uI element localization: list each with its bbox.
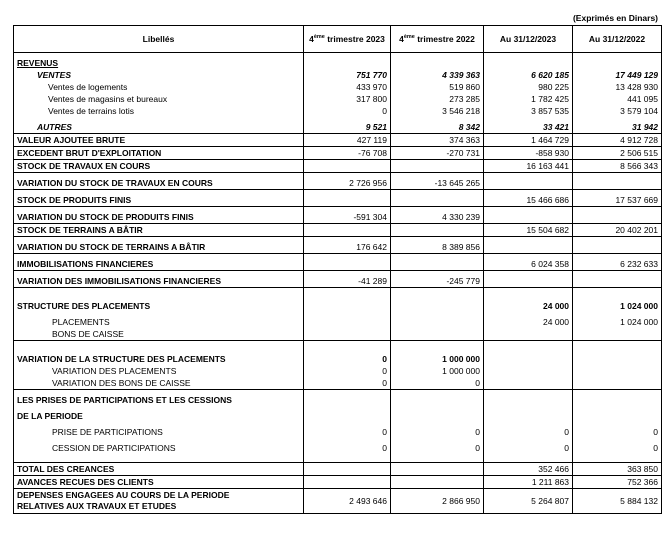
cell-q4-2022: 0 <box>391 422 484 438</box>
row-label: REVENUS <box>17 58 59 68</box>
cell-2023 <box>484 207 573 224</box>
cell-2022: 4 912 728 <box>573 134 662 147</box>
spacer-row <box>14 341 662 350</box>
cell-2023: 3 857 535 <box>484 105 573 117</box>
header-libelles: Libellés <box>14 26 304 53</box>
cell-2023 <box>484 328 573 341</box>
cell-2023: 1 211 863 <box>484 476 573 489</box>
unit-note: (Exprimés en Dinars) <box>572 13 658 23</box>
cell-2022: 2 506 515 <box>573 147 662 160</box>
row-label: VARIATION DES IMMOBILISATIONS FINANCIERES <box>14 271 304 288</box>
table-row <box>14 237 662 254</box>
row-label: Ventes de terrains lotis <box>14 105 304 117</box>
cell-q4-2023: 0 <box>304 105 391 117</box>
table-row <box>14 173 662 190</box>
table-row <box>14 190 662 207</box>
header-q4-2022: 4ème trimestre 2022 <box>391 26 484 53</box>
row-label: TOTAL DES CREANCES <box>14 463 304 476</box>
cell-q4-2023: 0 <box>304 422 391 438</box>
row-label: VALEUR AJOUTEE BRUTE <box>14 134 304 147</box>
cell-2023: 0 <box>484 422 573 438</box>
row-label: VENTES <box>14 69 304 81</box>
cell-2022: 17 537 669 <box>573 190 662 207</box>
row-label: PLACEMENTS <box>14 312 304 328</box>
row-label: DE LA PERIODE <box>14 406 304 422</box>
cell-2022 <box>573 271 662 288</box>
cell-q4-2023 <box>304 254 391 271</box>
row-label: VARIATION DU STOCK DE TRAVAUX EN COURS <box>14 173 304 190</box>
cell-2023: 1 464 729 <box>484 134 573 147</box>
cell-2022: 5 884 132 <box>573 489 662 514</box>
cell-q4-2022: 3 546 218 <box>391 105 484 117</box>
cell-2023 <box>484 377 573 390</box>
row-label: STRUCTURE DES PLACEMENTS <box>14 296 304 312</box>
cell-q4-2023: 0 <box>304 349 391 365</box>
cell-q4-2023: -41 289 <box>304 271 391 288</box>
row-label: VARIATION DU STOCK DE PRODUITS FINIS <box>14 207 304 224</box>
cell-q4-2023 <box>304 312 391 328</box>
cell-2022: 0 <box>573 422 662 438</box>
table-row <box>14 438 662 454</box>
header-q4-2023: 4ème trimestre 2023 <box>304 26 391 53</box>
table-row <box>14 390 662 407</box>
cell-q4-2023: 176 642 <box>304 237 391 254</box>
cell-2022 <box>573 207 662 224</box>
cell-q4-2023 <box>304 476 391 489</box>
row-label: CESSION DE PARTICIPATIONS <box>14 438 304 454</box>
cell-q4-2022: 374 363 <box>391 134 484 147</box>
row-label: AUTRES <box>14 117 304 134</box>
cell-q4-2023: -76 708 <box>304 147 391 160</box>
table-row <box>14 105 662 117</box>
cell-q4-2023: 2 726 956 <box>304 173 391 190</box>
cell-2022 <box>573 365 662 377</box>
cell-q4-2022 <box>391 190 484 207</box>
table-row <box>14 160 662 173</box>
cell-2023: 5 264 807 <box>484 489 573 514</box>
cell-2023: 15 466 686 <box>484 190 573 207</box>
row-label: VARIATION DU STOCK DE TERRAINS A BÂTIR <box>14 237 304 254</box>
cell-q4-2022: 4 330 239 <box>391 207 484 224</box>
table-row <box>14 463 662 476</box>
cell-2022 <box>573 377 662 390</box>
cell-q4-2022 <box>391 476 484 489</box>
table-row <box>14 476 662 489</box>
cell-q4-2022: 2 866 950 <box>391 489 484 514</box>
table-row <box>14 296 662 312</box>
row-label: EXCEDENT BRUT D'EXPLOITATION <box>14 147 304 160</box>
table-row <box>14 377 662 390</box>
table-row <box>14 117 662 134</box>
cell-2023 <box>484 349 573 365</box>
table-row <box>14 312 662 328</box>
cell-2022 <box>573 349 662 365</box>
table-row <box>14 224 662 237</box>
cell-2022: 752 366 <box>573 476 662 489</box>
cell-2022: 1 024 000 <box>573 296 662 312</box>
cell-q4-2022: 519 860 <box>391 81 484 93</box>
cell-q4-2022: 4 339 363 <box>391 69 484 81</box>
cell-q4-2023 <box>304 224 391 237</box>
cell-q4-2023: 0 <box>304 438 391 454</box>
cell-q4-2022: 273 285 <box>391 93 484 105</box>
cell-q4-2022: 8 389 856 <box>391 237 484 254</box>
cell-2023: 6 024 358 <box>484 254 573 271</box>
cell-2023 <box>484 173 573 190</box>
cell-2023: -858 930 <box>484 147 573 160</box>
row-label: STOCK DE TERRAINS A BÂTIR <box>14 224 304 237</box>
cell-2022: 0 <box>573 438 662 454</box>
row-label: VARIATION DES BONS DE CAISSE <box>14 377 304 390</box>
cell-q4-2023 <box>304 190 391 207</box>
row-label: PRISE DE PARTICIPATIONS <box>14 422 304 438</box>
cell-q4-2023: 2 493 646 <box>304 489 391 514</box>
cell-2022 <box>573 237 662 254</box>
row-label: Ventes de magasins et bureaux <box>14 93 304 105</box>
row-label: VARIATION DE LA STRUCTURE DES PLACEMENTS <box>14 349 304 365</box>
table-row <box>14 328 662 341</box>
table-row <box>14 147 662 160</box>
row-label: DEPENSES ENGAGEES AU COURS DE LA PERIODE RELATIVES AUX TRAVAUX ET ETUDES <box>14 489 304 514</box>
cell-q4-2022: 0 <box>391 438 484 454</box>
cell-q4-2023: 9 521 <box>304 117 391 134</box>
cell-2022: 13 428 930 <box>573 81 662 93</box>
cell-2022: 8 566 343 <box>573 160 662 173</box>
table-row <box>14 93 662 105</box>
cell-2022: 3 579 104 <box>573 105 662 117</box>
cell-2022: 20 402 201 <box>573 224 662 237</box>
cell-2022: 17 449 129 <box>573 69 662 81</box>
cell-q4-2022: 8 342 <box>391 117 484 134</box>
table-row <box>14 422 662 438</box>
cell-2023: 980 225 <box>484 81 573 93</box>
table-row <box>14 69 662 81</box>
cell-q4-2022 <box>391 328 484 341</box>
row-label: STOCK DE PRODUITS FINIS <box>14 190 304 207</box>
cell-q4-2023: 317 800 <box>304 93 391 105</box>
cell-q4-2022 <box>391 463 484 476</box>
table-row <box>14 271 662 288</box>
cell-2023 <box>484 365 573 377</box>
cell-2022: 31 942 <box>573 117 662 134</box>
cell-2022: 1 024 000 <box>573 312 662 328</box>
cell-q4-2022: 1 000 000 <box>391 349 484 365</box>
row-label: Ventes de logements <box>14 81 304 93</box>
header-au-31-12-2023: Au 31/12/2023 <box>484 26 573 53</box>
cell-2023: 0 <box>484 438 573 454</box>
cell-2022 <box>573 173 662 190</box>
cell-2023: 33 421 <box>484 117 573 134</box>
cell-2023: 24 000 <box>484 312 573 328</box>
cell-2023: 6 620 185 <box>484 69 573 81</box>
cell-q4-2023: 0 <box>304 377 391 390</box>
cell-q4-2023: -591 304 <box>304 207 391 224</box>
table-row <box>14 489 662 514</box>
spacer-row <box>14 288 662 297</box>
cell-q4-2022: -13 645 265 <box>391 173 484 190</box>
cell-q4-2023: 427 119 <box>304 134 391 147</box>
table-row <box>14 134 662 147</box>
cell-q4-2023 <box>304 463 391 476</box>
cell-q4-2022 <box>391 254 484 271</box>
cell-2023: 16 163 441 <box>484 160 573 173</box>
row-label: VARIATION DES PLACEMENTS <box>14 365 304 377</box>
cell-2022 <box>573 328 662 341</box>
row-label: AVANCES RECUES DES CLIENTS <box>14 476 304 489</box>
table-row <box>14 365 662 377</box>
header-au-31-12-2022: Au 31/12/2022 <box>573 26 662 53</box>
table-row <box>14 81 662 93</box>
cell-2022: 363 850 <box>573 463 662 476</box>
cell-q4-2023 <box>304 328 391 341</box>
cell-2022: 6 232 633 <box>573 254 662 271</box>
cell-q4-2023: 751 770 <box>304 69 391 81</box>
table-row <box>14 207 662 224</box>
cell-q4-2022: -245 779 <box>391 271 484 288</box>
cell-q4-2022: 1 000 000 <box>391 365 484 377</box>
row-label: IMMOBILISATIONS FINANCIERES <box>14 254 304 271</box>
cell-q4-2022 <box>391 296 484 312</box>
table-header-row <box>14 26 662 53</box>
cell-q4-2022 <box>391 224 484 237</box>
table-row <box>14 406 662 422</box>
row-label: STOCK DE TRAVAUX EN COURS <box>14 160 304 173</box>
cell-2023 <box>484 271 573 288</box>
cell-2023: 24 000 <box>484 296 573 312</box>
cell-q4-2023 <box>304 160 391 173</box>
table-row <box>14 254 662 271</box>
cell-2023: 15 504 682 <box>484 224 573 237</box>
cell-2023 <box>484 237 573 254</box>
cell-q4-2023: 0 <box>304 365 391 377</box>
cell-2022: 441 095 <box>573 93 662 105</box>
cell-2023: 352 466 <box>484 463 573 476</box>
cell-q4-2022 <box>391 312 484 328</box>
cell-q4-2022: 0 <box>391 377 484 390</box>
cell-q4-2022: -270 731 <box>391 147 484 160</box>
cell-2023: 1 782 425 <box>484 93 573 105</box>
financial-indicators-table <box>13 25 662 514</box>
spacer-row <box>14 454 662 463</box>
cell-q4-2022 <box>391 160 484 173</box>
row-label: LES PRISES DE PARTICIPATIONS ET LES CESSIONS <box>14 390 304 407</box>
cell-q4-2023: 433 970 <box>304 81 391 93</box>
cell-q4-2023 <box>304 296 391 312</box>
table-row <box>14 349 662 365</box>
table-row <box>14 53 662 70</box>
row-label: BONS DE CAISSE <box>14 328 304 341</box>
